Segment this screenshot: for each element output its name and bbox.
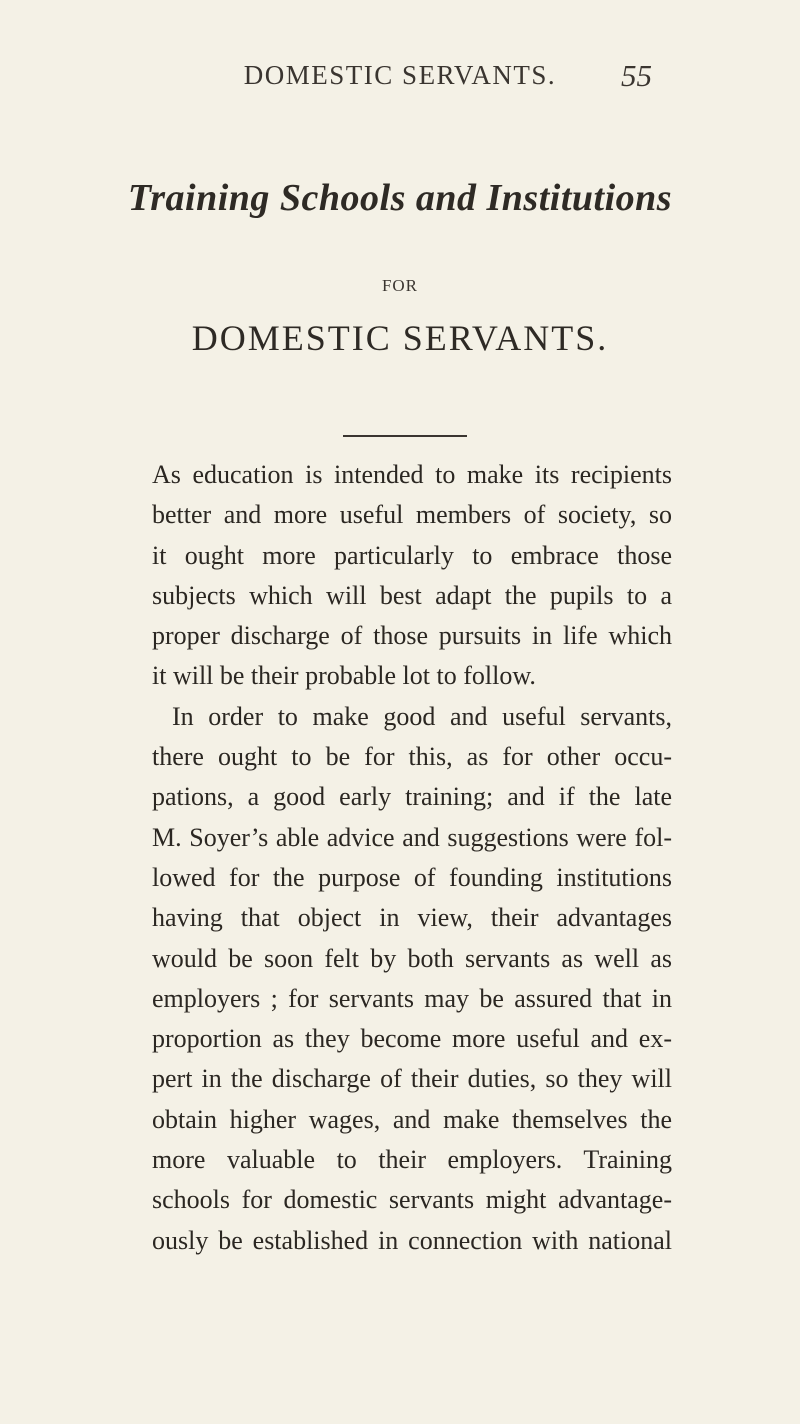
- text-line: better and more useful members of society, so: [152, 500, 672, 530]
- chapter-title: DOMESTIC SERVANTS.: [191, 318, 609, 358]
- text-line: it will be their probable lot to follow.: [152, 661, 536, 691]
- text-line: schools for domestic servants might advantage-: [152, 1185, 672, 1215]
- text-line: M. Soyer’s able advice and suggestions were fol-: [152, 822, 672, 852]
- page-number: 55: [621, 58, 652, 93]
- text-line: pations, a good early training; and if the late: [152, 782, 672, 812]
- chapter-heading-for: FOR: [381, 276, 419, 295]
- chapter-heading-blackletter: Training Schools and Institutions: [127, 177, 673, 219]
- text-line: employers ; for servants may be assured that in: [152, 983, 672, 1013]
- text-line: it ought more particularly to embrace those: [152, 540, 672, 570]
- text-line: would be soon felt by both servants as well as: [152, 943, 672, 973]
- text-line: more valuable to their employers. Training: [152, 1145, 672, 1175]
- text-line: lowed for the purpose of founding institutions: [152, 862, 672, 892]
- text-line: having that object in view, their advantages: [152, 903, 672, 933]
- text-line: obtain higher wages, and make themselves the: [152, 1104, 672, 1134]
- text-line: proportion as they become more useful and ex-: [152, 1024, 672, 1054]
- text-line: As education is intended to make its recipients: [152, 460, 672, 489]
- text-line: proper discharge of those pursuits in life which: [152, 621, 672, 651]
- running-title: DOMESTIC SERVANTS.: [243, 60, 557, 90]
- text-line: subjects which will best adapt the pupils to a: [152, 580, 672, 610]
- body-text: [152, 455, 672, 1261]
- text-line: ously be established in connection with national: [152, 1225, 672, 1255]
- running-head: [0, 60, 800, 100]
- title-divider: [343, 435, 467, 437]
- text-line: there ought to be for this, as for other occu-: [152, 742, 672, 772]
- text-line: pert in the discharge of their duties, so they will: [152, 1064, 672, 1094]
- text-line: In order to make good and useful servants,: [172, 701, 672, 731]
